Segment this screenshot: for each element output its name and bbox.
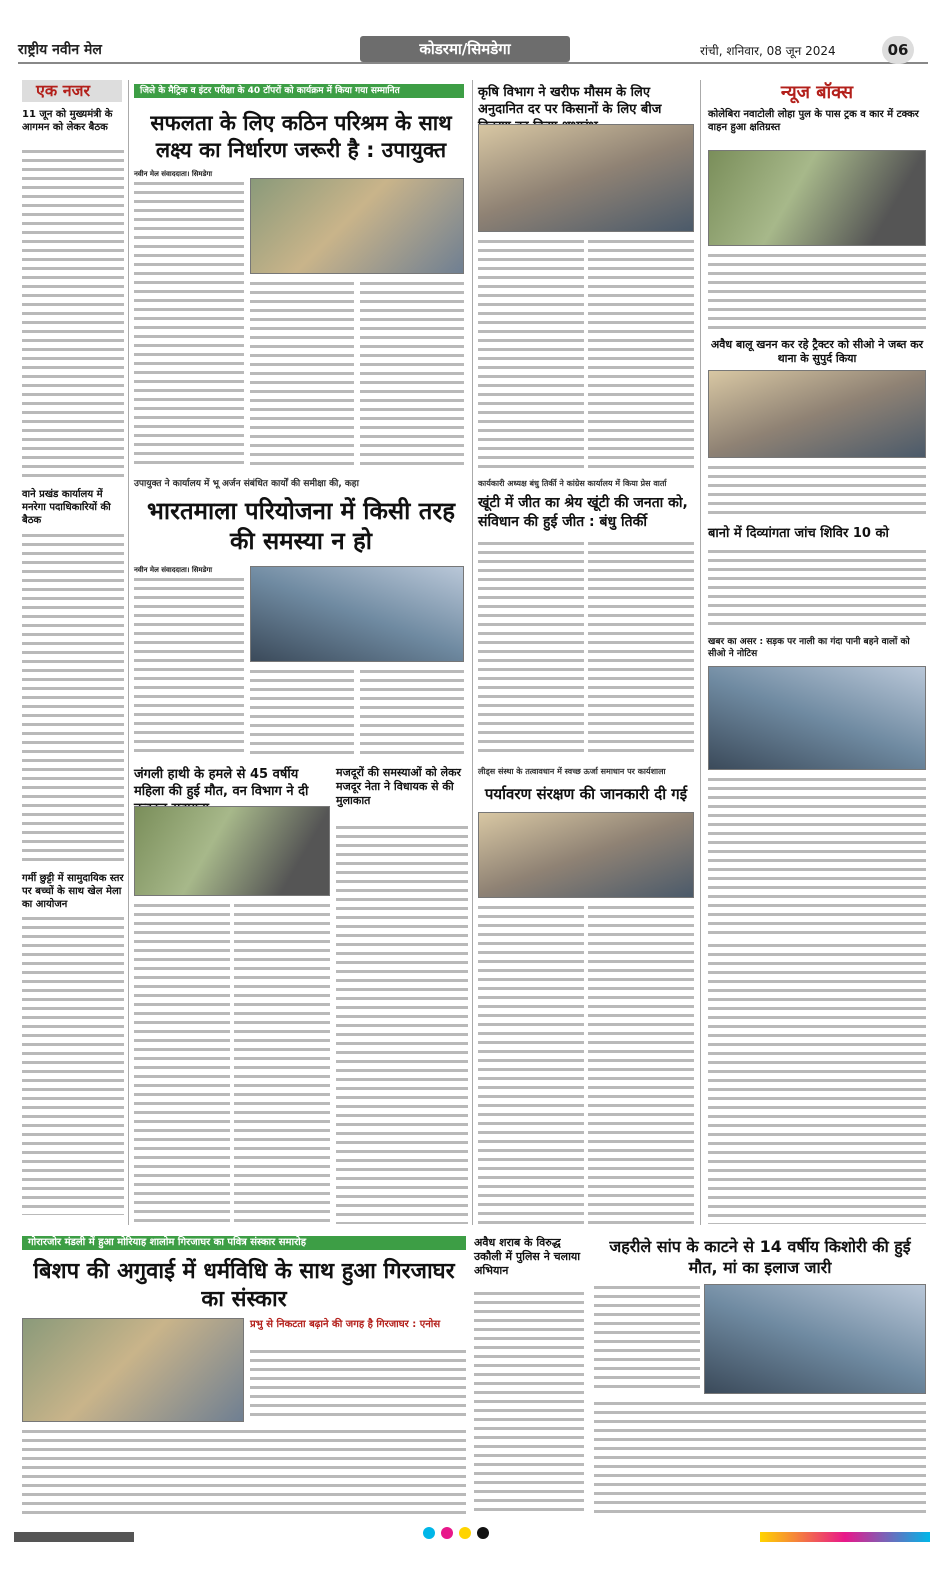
story6-body — [336, 824, 468, 1224]
newsbox-body1 — [708, 252, 926, 332]
story9-body — [474, 1290, 584, 1514]
story3-body-c — [360, 668, 464, 756]
left-body-2 — [22, 532, 124, 862]
story2-body-b — [588, 238, 694, 470]
newsbox-h2: अवैध बालू खनन कर रहे ट्रैक्टर को सीओ ने जब्त कर थाना के सुपुर्द किया — [710, 338, 924, 365]
story7-body-b — [588, 904, 694, 1224]
story1-kicker: जिले के मैट्रिक व इंटर परीक्षा के 40 टॉपरों को कार्यक्रम में किया गया सम्मानित — [134, 84, 464, 98]
story2-headline: कृषि विभाग ने खरीफ मौसम के लिए अनुदानित दर पर किसानों के लिए बीज — [478, 85, 662, 117]
story10-photo — [704, 1284, 926, 1394]
section-title: कोडरमा/सिमडेगा — [360, 36, 570, 62]
left-body-3 — [22, 915, 124, 1215]
newsbox-h3: बानो में दिव्यांगता जांच शिविर 10 को — [708, 526, 889, 541]
story10-body-a — [594, 1284, 700, 1394]
newsbox-photo1 — [708, 150, 926, 246]
newsbox-body2 — [708, 464, 926, 520]
newsbox-header — [706, 80, 928, 104]
page-number: 06 — [882, 36, 914, 64]
story1-body-c — [360, 280, 464, 470]
story5-photo — [134, 806, 330, 896]
story4-kicker: कार्यकारी अध्यक्ष बंधु तिर्की ने कांग्रेस कार्यालय में किया प्रेस वार्ता — [478, 479, 667, 488]
story3-kicker: उपायुक्त ने कार्यालय में भू अर्जन संबंधित कार्यों की समीक्षा की, कहा — [134, 479, 359, 489]
story7-photo — [478, 812, 694, 898]
story5-body-a — [134, 902, 230, 1224]
story8-kicker: गोरारजोर मंडली में हुआ मोरियाह शालोम गिरजाघर का पवित्र संस्कार समारोह — [22, 1236, 466, 1250]
color-strip-cmyk — [760, 1532, 930, 1542]
ek-nazar-label: एक नजर — [36, 81, 91, 100]
story8-photo — [22, 1318, 244, 1422]
story3-body-b — [250, 668, 354, 756]
ek-nazar-box — [22, 80, 122, 102]
story4-headline: खूंटी में जीत का श्रेय खूंटी की जनता को, संविधान की हुई जीत : बंधु तिर्की — [478, 495, 688, 530]
story10-body-b — [594, 1400, 926, 1514]
color-strip-gray — [14, 1532, 134, 1542]
story2-body-a — [478, 238, 584, 470]
newsbox-body4 — [708, 776, 926, 936]
story8-headline: बिशप की अगुवाई में धर्मविधि के साथ हुआ गिरजाघर का संस्कार — [33, 1259, 455, 1312]
story1-photo — [250, 178, 464, 274]
newsbox-h1: कोलेबिरा नवाटोली लोहा पुल के पास ट्रक व कार में टक्कर वाहन हुआ क्षतिग्रस्त — [708, 109, 919, 133]
newsbox-label: न्यूज बॉक्स — [780, 82, 854, 103]
story1-body-b — [250, 280, 354, 470]
story8-body-b — [22, 1428, 466, 1514]
story7-body-a — [478, 904, 584, 1224]
left-headline-1: 11 जून को मुख्यमंत्री के आगमन को लेकर बैठक — [22, 109, 113, 133]
publication-name: राष्ट्रीय नवीन मेल — [18, 42, 102, 58]
story9-headline: अवैध शराब के विरुद्ध उकौली में पुलिस ने चलाया अभियान — [474, 1236, 581, 1277]
left-headline-2: वाने प्रखंड कार्यालय में मनरेगा पदाधिकारियों की बैठक — [22, 489, 111, 526]
newsbox-photo3 — [708, 666, 926, 770]
story1-byline: नवीन मेल संवाददाता। सिमडेगा — [134, 170, 213, 178]
story3-photo — [250, 566, 464, 662]
story7-headline: पर्यावरण संरक्षण की जानकारी दी गई — [484, 785, 688, 803]
story3-byline: नवीन मेल संवाददाता। सिमडेगा — [134, 566, 213, 574]
story4-body-b — [588, 540, 694, 758]
story1-headline: सफलता के लिए कठिन परिश्रम के साथ लक्ष्य का निर्धारण जरूरी है : उपायुक्त — [150, 111, 452, 162]
dateline: रांची, शनिवार, 08 जून 2024 — [700, 44, 836, 58]
story8-body-a — [250, 1348, 466, 1422]
story1-body-a — [134, 180, 244, 470]
story5-headline: जंगली हाथी के हमले से 45 वर्षीय महिला की हुई मौत, वन विभाग ने दी — [134, 767, 309, 799]
story3-body-a — [134, 576, 244, 756]
left-headline-3: गर्मी छुट्टी में सामुदायिक स्तर पर बच्चों के साथ खेल मेला का आयोजन — [22, 873, 124, 910]
newsbox-body5 — [708, 942, 926, 1224]
story5-body-b — [234, 902, 330, 1224]
registration-dots — [420, 1524, 492, 1543]
newsbox-body3 — [708, 548, 926, 630]
newsbox-h4: खबर का असर : सड़क पर नाली का गंदा पानी बहने वालों को सीओ ने नोटिस — [708, 637, 910, 659]
story7-kicker: लीड्स संस्था के तत्वावधान में स्वच्छ ऊर्जा समाधान पर कार्यशाला — [478, 767, 666, 776]
story6-headline: मजदूरों की समस्याओं को लेकर मजदूर नेता ने विधायक से की मुलाकात — [336, 766, 462, 807]
story3-headline: भारतमाला परियोजना में किसी तरह की समस्या न हो — [147, 497, 455, 555]
story10-headline: जहरीले सांप के काटने से 14 वर्षीय किशोरी की हुई मौत, मां का इलाज जारी — [609, 1237, 911, 1277]
story8-sub: प्रभु से निकटता बढ़ाने की जगह है गिरजाघर : एनोस — [250, 1319, 441, 1330]
story4-body-a — [478, 540, 584, 758]
newsbox-photo2 — [708, 370, 926, 458]
left-body-1 — [22, 148, 124, 478]
story2-photo — [478, 124, 694, 232]
